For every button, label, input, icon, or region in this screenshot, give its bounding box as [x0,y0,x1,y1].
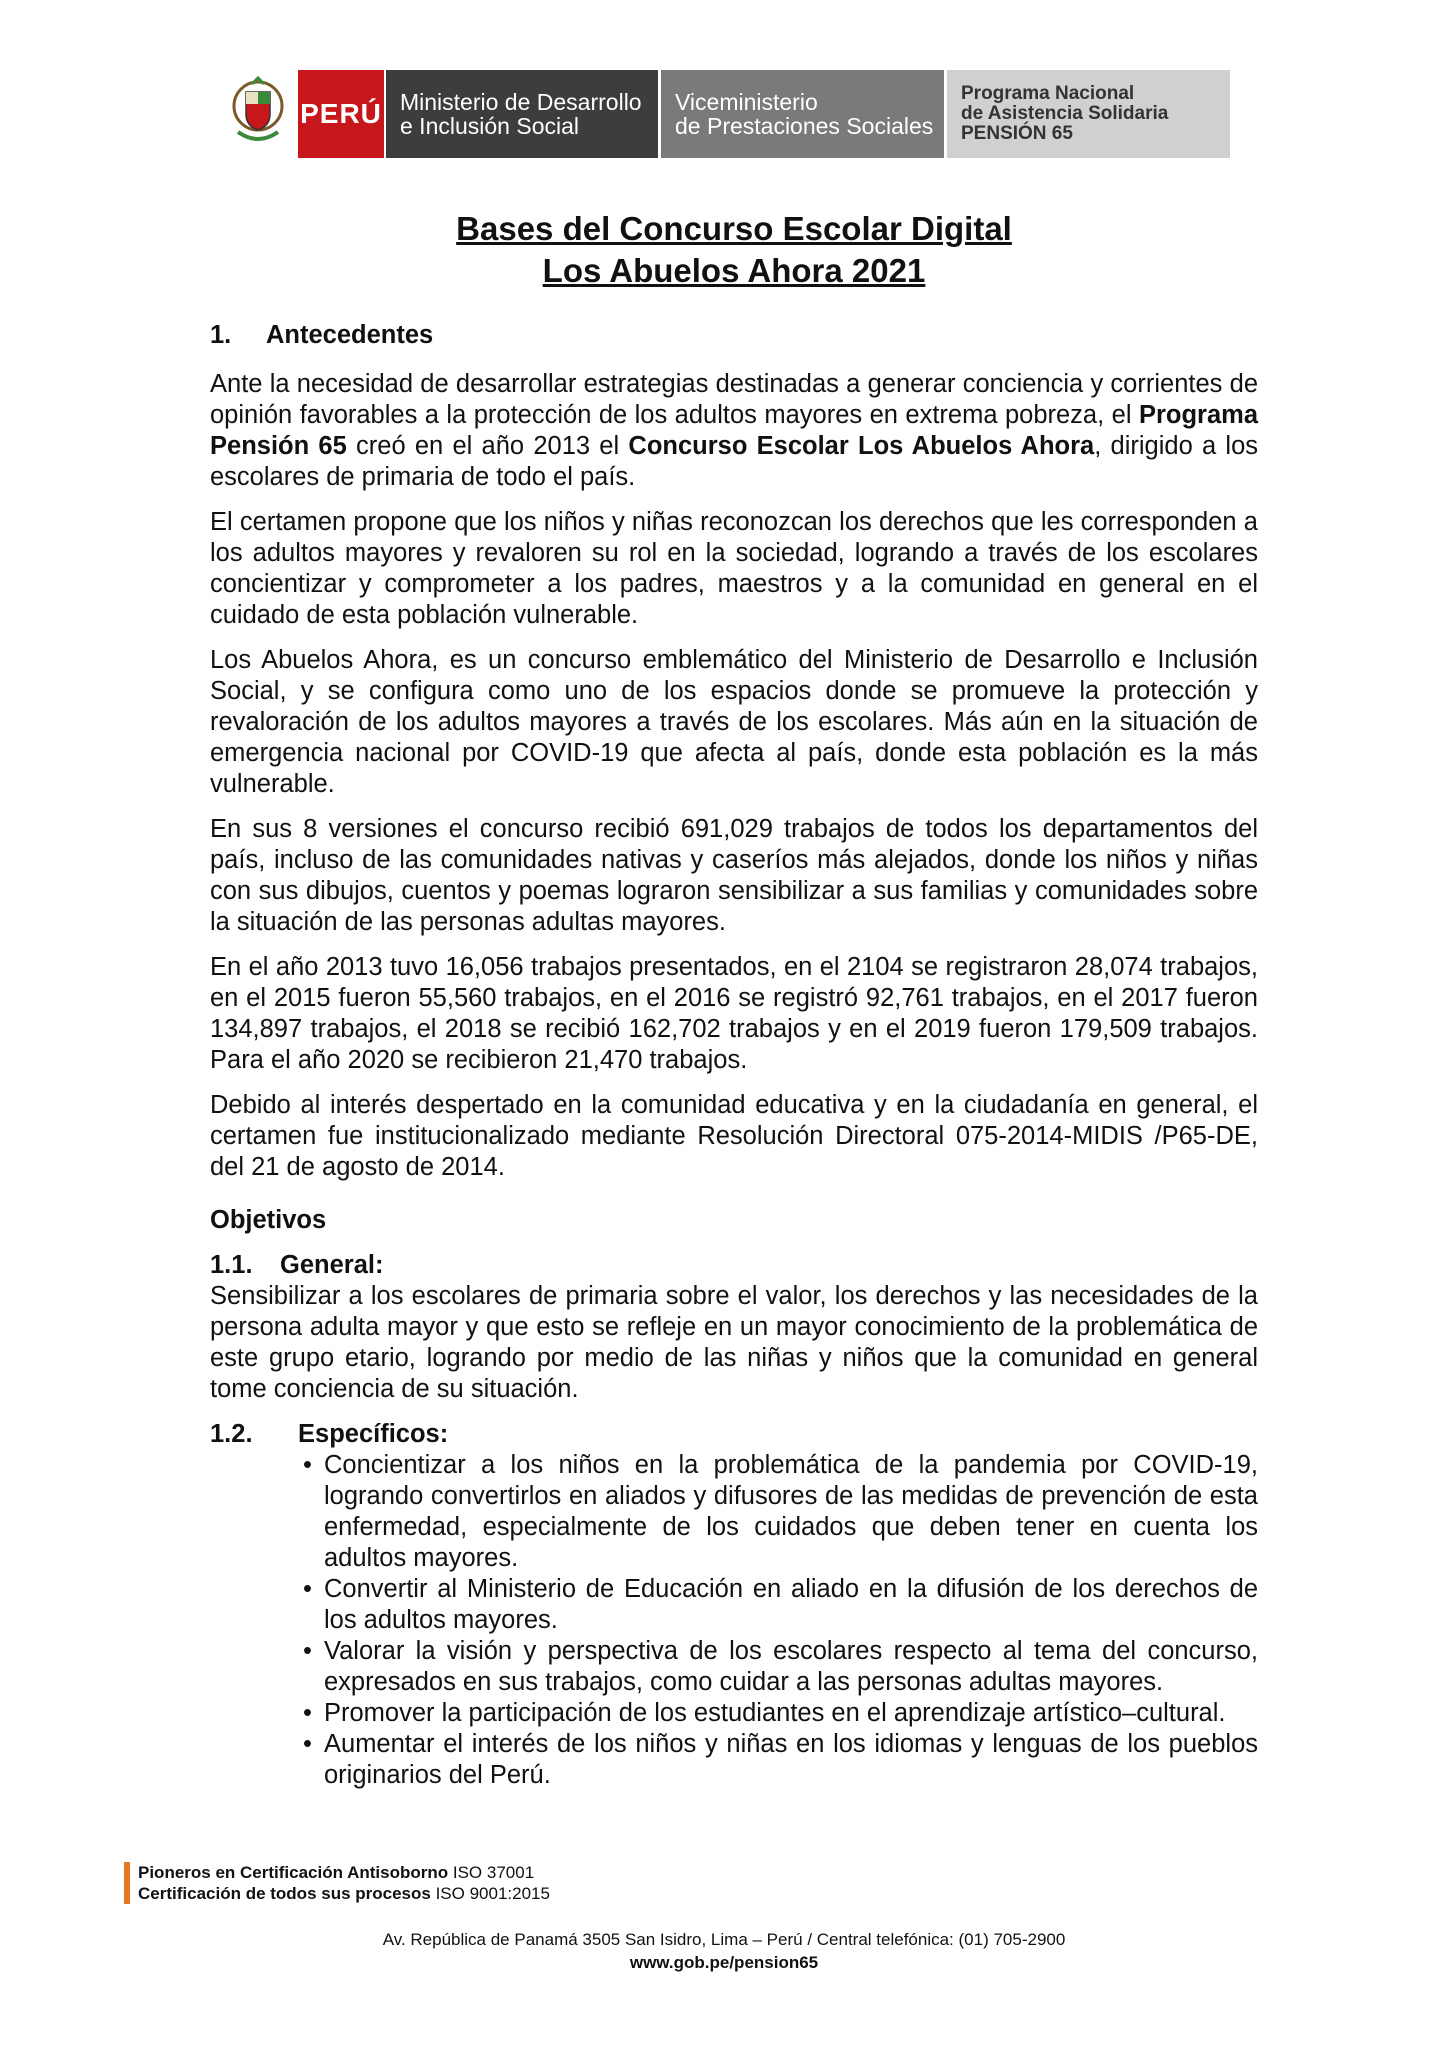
p1-bold-contest: Concurso Escolar Los Abuelos Ahora [628,432,1095,460]
paragraph-6: Debido al interés despertado en la comunidad educativa y en la ciudadanía en general, el certamen fue institucionalizado mediante Resolución Directoral 075-2014-MIDIS /P65-DE, del 21 de agosto de 2014. [210,1091,1258,1181]
specific-number: 1.2. [210,1420,253,1448]
peru-logo: PERÚ [298,70,384,158]
cert-line-1 [138,1862,550,1883]
cert2-bold: Certificación de todos sus procesos [138,1884,431,1903]
specific-label: Específicos: [298,1420,449,1448]
cert1-rest: ISO 37001 [448,1863,535,1882]
list-item [300,1636,1258,1698]
website-link[interactable]: www.gob.pe/pension65 [629,1953,819,1972]
title-line2: Los Abuelos Ahora 2021 [542,252,926,289]
general-paragraph: Sensibilizar a los escolares de primaria sobre el valor, los derechos y las necesidades de la persona adulta mayor y que esto se refleje en un mayor conocimiento de la problemática de este grupo etario, logrando por medio de las niñas y niños que la comunidad en general tome conciencia de su situación. [210,1282,1258,1403]
ministry-block [384,70,658,158]
list-item [300,1574,1258,1636]
viceministry-block [658,70,944,158]
address-line: Av. República de Panamá 3505 San Isidro, Lima – Perú / Central telefónica: (01) 705-2900 [382,1930,1066,1949]
general-label: General: [280,1251,384,1279]
section-heading-antecedentes [210,320,1258,351]
bullet-icon: • [303,1575,312,1603]
paragraph-5: En el año 2013 tuvo 16,056 trabajos presentados, en el 2104 se registraron 28,074 trabajos, en el 2015 fueron 55,560 trabajos, en el 2016 se registró 92,761 trabajos, en el 2017 fueron 134,897 trabajos, el 2018 se recibió 162,702 trabajos y en el 2019 fueron 179,509 trabajos. Para el año 2020 se recibieron 21,470 trabajos. [210,953,1258,1074]
institutional-header [218,70,1230,158]
specific-heading [210,1419,1258,1450]
program-line1: Programa Nacional [961,83,1135,104]
address-footer [0,1928,1448,1974]
coat-of-arms-icon [218,70,298,158]
p1-text-c: creó en el año 2013 el [346,432,629,460]
bullet-icon: • [303,1699,312,1727]
p1-bold-program: Programa Pensión 65 [210,401,1258,460]
p1-text-a: Ante la necesidad de desarrollar estrategias destinadas a generar conciencia y corrientes de opinión favorables a la protección de los adultos mayores en extrema pobreza, el [210,370,1258,429]
paragraph-2: El certamen propone que los niños y niñas reconozcan los derechos que les corresponden a los adultos mayores y revaloren su rol en la sociedad, logrando a través de los escolares concientizar y comprometer a los padres, maestros y a la comunidad en general en el cuidado de esta población vulnerable. [210,508,1258,629]
list-item [300,1450,1258,1574]
general-heading [210,1250,1258,1281]
certification-footer [124,1862,550,1904]
cert-line-2 [138,1883,550,1904]
cert2-rest: ISO 9001:2015 [430,1884,550,1903]
p1-text-e: , dirigido a los escolares de primaria de todo el país. [210,432,1259,491]
vice-line2: de Prestaciones Sociales [675,113,934,139]
list-item [300,1698,1258,1729]
bullet-icon: • [303,1637,312,1665]
section-number: 1. [210,321,232,349]
ministry-line1: Ministerio de Desarrollo [400,89,642,115]
document-body [210,320,1258,1791]
vice-line1: Viceministerio [675,89,818,115]
program-line2: de Asistencia Solidaria [961,103,1169,124]
list-item-text: Aumentar el interés de los niños y niñas en los idiomas y lenguas de los pueblos originarios del Perú. [324,1730,1258,1789]
program-block [944,70,1230,158]
paragraph-3: Los Abuelos Ahora, es un concurso emblemático del Ministerio de Desarrollo e Inclusión Social, y se configura como uno de los espacios donde se promueve la protección y revaloración de los adultos mayores a través de los escolares. Más aún en la situación de emergencia nacional por COVID-19 que afecta al país, donde esta población es la más vulnerable. [210,646,1258,798]
list-item-text: Concientizar a los niños en la problemática de la pandemia por COVID-19, logrando convertirlos en aliados y difusores de las medidas de prevención de esta enfermedad, especialmente de los cuidados que deben tener en cuenta los adultos mayores. [324,1451,1258,1572]
specific-objectives-list [300,1450,1258,1791]
general-number: 1.1. [210,1251,253,1279]
list-item [300,1729,1258,1791]
bullet-icon: • [303,1451,312,1479]
program-line3: PENSIÓN 65 [961,123,1073,144]
paragraph-1 [210,369,1258,493]
ministry-line2: e Inclusión Social [400,113,579,139]
list-item-text: Valorar la visión y perspectiva de los escolares respecto al tema del concurso, expresados en sus trabajos, como cuidar a las personas adultas mayores. [324,1637,1258,1696]
cert1-bold: Pioneros en Certificación Antisoborno [138,1863,449,1882]
section-label: Antecedentes [266,321,434,349]
list-item-text: Promover la participación de los estudiantes en el aprendizaje artístico–cultural. [324,1699,1226,1727]
document-title [0,208,1448,292]
objectives-heading: Objetivos [210,1206,327,1234]
list-item-text: Convertir al Ministerio de Educación en aliado en la difusión de los derechos de los adultos mayores. [324,1575,1258,1634]
title-line1: Bases del Concurso Escolar Digital [456,210,1012,247]
bullet-icon: • [303,1730,312,1758]
paragraph-4: En sus 8 versiones el concurso recibió 691,029 trabajos de todos los departamentos del país, incluso de las comunidades nativas y caseríos más alejados, donde los niños y niñas con sus dibujos, cuentos y poemas lograron sensibilizar a sus familias y comunidades sobre la situación de las personas adultas mayores. [210,815,1258,936]
